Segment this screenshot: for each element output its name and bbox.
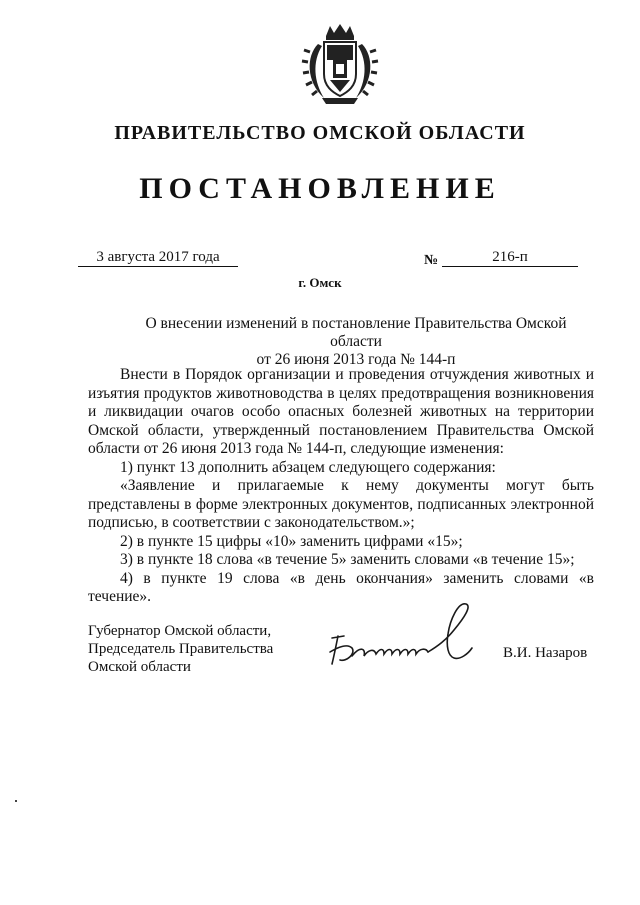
signer-position-line: Омской области bbox=[88, 659, 191, 675]
body-paragraph: 2) в пункте 15 цифры «10» заменить цифрами «15»; bbox=[120, 532, 463, 550]
signer-position-line: Губернатор Омской области, bbox=[88, 623, 272, 639]
body-paragraph: 1) пункт 13 дополнить абзацем следующего содержания: bbox=[120, 458, 496, 476]
body-paragraph: 4) в пункте 19 слова «в день окончания» заменить словами «в течение». bbox=[88, 569, 594, 605]
signer-position bbox=[88, 622, 273, 676]
document-number: 216-п bbox=[442, 249, 578, 267]
number-sign: № bbox=[424, 253, 439, 268]
handwritten-signature bbox=[322, 600, 498, 680]
signer-name: В.И. Назаров bbox=[503, 645, 588, 661]
scan-speck bbox=[15, 800, 17, 802]
body-paragraph: 3) в пункте 18 слова «в течение 5» заменить словами «в течение 15»; bbox=[120, 551, 575, 568]
document-subject bbox=[118, 315, 594, 369]
signer-position-line: Председатель Правительства bbox=[88, 641, 274, 657]
coat-of-arms-emblem bbox=[300, 22, 380, 106]
document-type-heading: ПОСТАНОВЛЕНИЕ bbox=[139, 172, 501, 205]
document-body bbox=[88, 366, 594, 607]
body-paragraph: Внести в Порядок организации и проведения отчуждения животных и изъятия продуктов животноводства в целях предотвращения возникновения и ликвидации очагов особо опасных болезней животных на территории Омской области, утвержденный постановлением Правительства Омской области от 26 июня 2013 года № 144-п, следующие изменения: bbox=[88, 366, 594, 457]
city-label: г. Омск bbox=[298, 275, 342, 290]
subject-line: О внесении изменений в постановление Правительства Омской области bbox=[145, 315, 567, 350]
subject-line: от 26 июня 2013 года № 144-п bbox=[256, 351, 456, 368]
organization-title: ПРАВИТЕЛЬСТВО ОМСКОЙ ОБЛАСТИ bbox=[114, 122, 526, 144]
body-paragraph: «Заявление и прилагаемые к нему документы могут быть представлены в форме электронных документов, подписанных электронной подписью, в соответствии с законодательством.»; bbox=[88, 477, 594, 531]
document-date: 3 августа 2017 года bbox=[78, 249, 238, 267]
